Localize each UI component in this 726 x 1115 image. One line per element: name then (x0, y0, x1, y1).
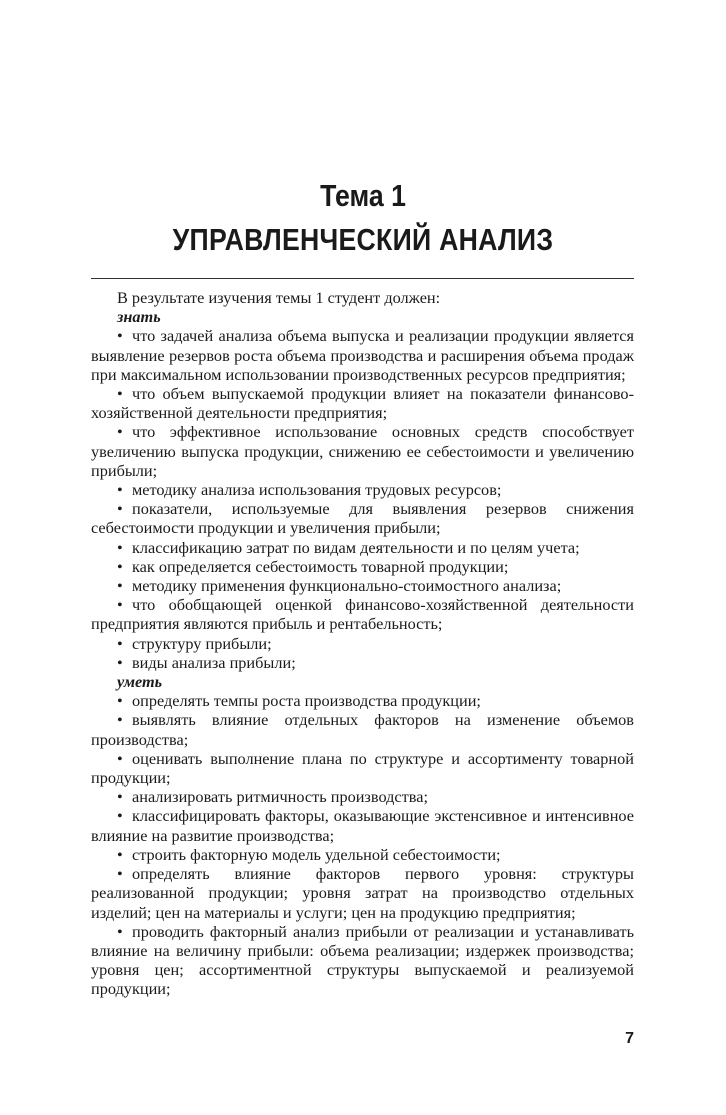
bullet-icon: • (117, 748, 123, 768)
list-item-text: определять влияние факторов первого уровня: структуры реализованной продукции; уровня затрат на производство отдельных изделий; цен на материалы и услуги; цен на продукцию предприятия; (91, 864, 634, 922)
know-heading: знать (117, 307, 161, 327)
list-item-text: что обобщающей оценкой финансово-хозяйственной деятельности предприятия являются прибыль и рентабельность; (91, 595, 634, 634)
list-item-text: структуру прибыли; (132, 633, 272, 653)
bullet-icon: • (117, 787, 123, 807)
list-item (91, 595, 634, 633)
list-item-text: показатели, используемые для выявления резервов снижения себестоимости продукции и увеличения прибыли; (91, 499, 634, 538)
list-item (91, 845, 634, 864)
list-item-text: определять темпы роста производства продукции; (132, 691, 481, 711)
list-item-text: классифицировать факторы, оказывающие экстенсивное и интенсивное влияние на развитие производства; (91, 806, 634, 845)
bullet-icon: • (117, 921, 123, 941)
list-item-text: виды анализа прибыли; (132, 652, 296, 672)
list-item-text: что эффективное использование основных средств способствует увеличению выпуска продукции, снижению ее себестоимости и увеличению прибыли; (91, 422, 634, 480)
list-item (91, 922, 634, 999)
theme-title: УПРАВЛЕНЧЕСКИЙ АНАЛИЗ (172, 222, 554, 257)
list-item (91, 576, 634, 595)
list-item (91, 749, 634, 787)
theme-number: Тема 1 (320, 178, 406, 213)
list-item-text: оценивать выполнение плана по структуре и ассортименту товарной продукции; (91, 748, 634, 788)
list-item (91, 326, 634, 384)
bullet-icon: • (117, 499, 123, 519)
bullet-icon: • (117, 806, 123, 826)
list-item (91, 557, 634, 576)
bullet-icon: • (117, 691, 123, 711)
list-item-text: что объем выпускаемой продукции влияет на показатели финансово-хозяйственной деятельности предприятия; (91, 384, 634, 423)
can-heading: уметь (117, 672, 163, 692)
list-item (91, 806, 634, 844)
list-item (91, 538, 634, 557)
list-item-text: что задачей анализа объема выпуска и реализации продукции является выявление резервов роста объема производства и расширения объема продаж при максимальном использовании производственных ресурсов предприятия; (91, 326, 634, 384)
list-item (91, 634, 634, 653)
bullet-icon: • (117, 595, 123, 615)
bullet-icon: • (117, 864, 123, 884)
page-number: 7 (625, 1030, 634, 1047)
bullet-icon: • (117, 384, 123, 404)
list-item (91, 499, 634, 537)
bullet-icon: • (117, 537, 123, 557)
list-item-text: проводить факторный анализ прибыли от реализации и устанавливать влияние на величину прибыли: объема реализации; издержек производства; уровня цен; ассортиментной структуры выпускаемой и реализуемой продукции; (91, 921, 634, 999)
list-item (91, 422, 634, 480)
list-item (91, 864, 634, 922)
bullet-icon: • (117, 710, 123, 730)
intro-paragraph: В результате изучения темы 1 студент должен: (117, 288, 441, 307)
bullet-icon: • (117, 422, 123, 442)
list-item-text: как определяется себестоимость товарной продукции; (132, 556, 509, 576)
list-item-text: классификацию затрат по видам деятельности и по целям учета; (132, 537, 580, 557)
list-item (91, 653, 634, 672)
list-item-text: строить факторную модель удельной себестоимости; (132, 844, 501, 864)
list-item-text: методику анализа использования трудовых ресурсов; (132, 480, 502, 500)
list-item-text: методику применения функционально-стоимостного анализа; (132, 576, 562, 596)
list-item (91, 710, 634, 748)
know-list (91, 326, 634, 672)
list-item (91, 480, 634, 499)
bullet-icon: • (117, 633, 123, 653)
section-divider (91, 278, 634, 279)
list-item (91, 691, 634, 710)
bullet-icon: • (117, 556, 123, 576)
list-item (91, 787, 634, 806)
chapter-title-block (51, 176, 675, 260)
list-item-text: выявлять влияние отдельных факторов на изменение объемов производства; (91, 710, 634, 749)
can-list (91, 691, 634, 998)
bullet-icon: • (117, 844, 123, 864)
bullet-icon: • (117, 480, 123, 500)
bullet-icon: • (117, 326, 123, 346)
body-text (91, 288, 634, 999)
list-item-text: анализировать ритмичность производства; (132, 787, 428, 807)
list-item (91, 384, 634, 422)
bullet-icon: • (117, 576, 123, 596)
bullet-icon: • (117, 652, 123, 672)
